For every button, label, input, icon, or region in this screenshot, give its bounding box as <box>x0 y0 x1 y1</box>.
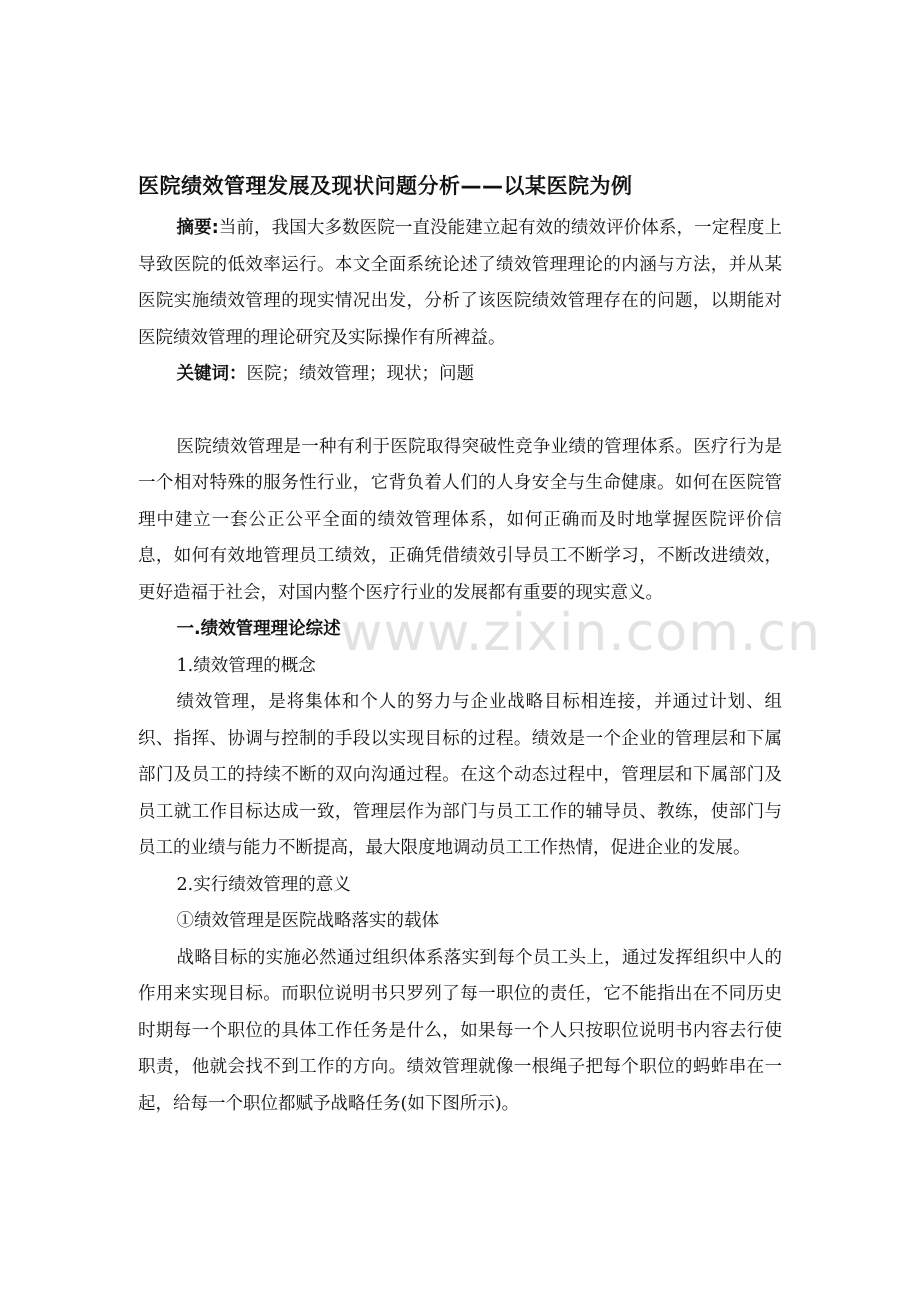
strategy-paragraph: 战略目标的实施必然通过组织体系落实到每个员工头上，通过发挥组织中人的作用来实现目标。而职位说明书只罗列了每一职位的责任，它不能指出在不同历史时期每一个职位的具体工作任务是什么，如果每一个人只按职位说明书内容去行使职责，他就会找不到工作的方向。绩效管理就像一根绳子把每个职位的蚂蚱串在一起，给每一个职位都赋予战略任务(如下图所示)。 <box>138 947 782 1114</box>
section-heading-1: 一.绩效管理理论综述 <box>176 619 341 639</box>
abstract-paragraph <box>138 210 782 356</box>
intro-paragraph: 医院绩效管理是一种有利于医院取得突破性竞争业绩的管理体系。医疗行为是一个相对特殊的服务性行业，它背负着人们的人身安全与生命健康。如何在医院管理中建立一套公正公平全面的绩效管理体系，如何正确而及时地掌握医院评价信息，如何有效地管理员工绩效，正确凭借绩效引导员工不断学习，不断改进绩效，更好造福于社会，对国内整个医疗行业的发展都有重要的现实意义。 <box>138 436 782 603</box>
document-title: 医院绩效管理发展及现状问题分析——以某医院为例 <box>138 174 633 198</box>
subsection-heading-1: 1.绩效管理的概念 <box>176 655 316 676</box>
keywords-line <box>138 356 782 393</box>
keywords-text: 医院；绩效管理；现状；问题 <box>246 364 474 384</box>
document-body <box>138 166 782 1122</box>
concept-paragraph: 绩效管理，是将集体和个人的努力与企业战略目标相连接，并通过计划、组织、指挥、协调与控制的手段以实现目标的过程。绩效是一个企业的管理层和下属部门及员工的持续不断的双向沟通过程。在这个动态过程中，管理层和下属部门及员工就工作目标达成一致，管理层作为部门与员工工作的辅导员、教练，使部门与员工的业绩与能力不断提高，最大限度地调动员工工作热情，促进企业的发展。 <box>138 692 782 858</box>
watermark-text: www.zixin.com.cn <box>340 603 821 663</box>
keywords-label: 关键词： <box>176 364 247 384</box>
abstract-text: 当前，我国大多数医院一直没能建立起有效的绩效评价体系，一定程度上导致医院的低效率运行。本文全面系统论述了绩效管理理论的内涵与方法，并从某医院实施绩效管理的现实情况出发，分析了该医院绩效管理存在的问题，以期能对医院绩效管理的理论研究及实际操作有所裨益。 <box>138 218 783 348</box>
abstract-label: 摘要: <box>176 218 219 238</box>
subsection-heading-2: 2.实行绩效管理的意义 <box>176 874 351 895</box>
point-heading-1: ①绩效管理是医院战略落实的载体 <box>176 911 439 931</box>
